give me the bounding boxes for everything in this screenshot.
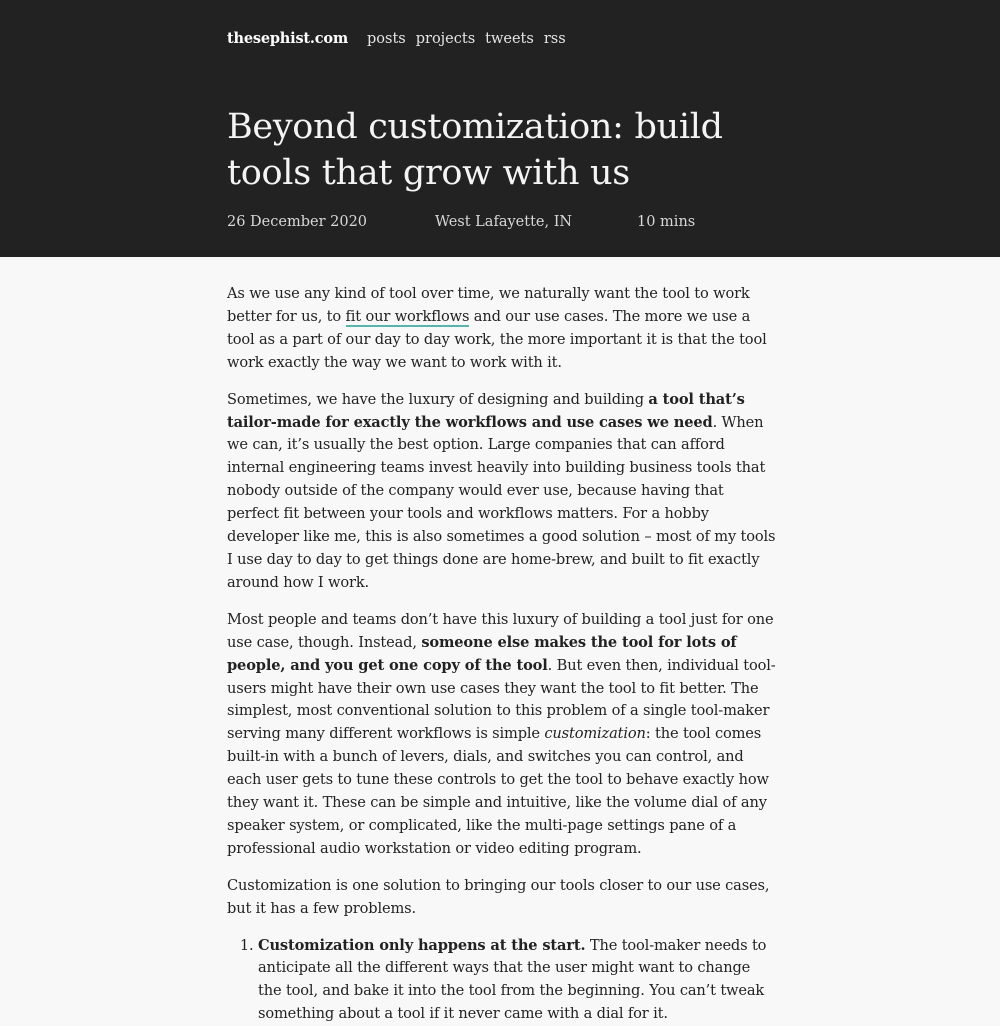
fit-our-workflows-link[interactable]: fit our workflows [345,307,470,325]
page-header [0,0,1000,257]
list-item-bold: Customization only happens at the start. [258,936,586,954]
paragraph-3-text-b: . But even then, individual tool-users might have their own use cases they want the tool to fit better. The simplest, most conventional solution to this problem of a single tool-maker serving many different workflows is simple [227,656,776,743]
list-item [258,935,777,1026]
paragraph-3 [227,609,777,861]
list-item-text: The tool-maker needs to anticipate all the different ways that the user might want to change the tool, and bake it into the tool from the beginning. You can’t tweak something about a tool if it never came with a dial for it. [258,936,767,1023]
paragraph-1-text-a: As we use any kind of tool over time, we naturally want the tool to work better for us, to [227,285,750,325]
nav-link-rss[interactable]: rss [543,31,566,47]
paragraph-1-text-b: and our use cases. The more we use a tool as a part of our day to day work, the more important it is that the tool work exactly the way we want to work with it. [227,307,767,371]
paragraph-3-text-a: Most people and teams don’t have this luxury of building a tool just for one use case, though. Instead, [227,610,774,651]
nav-link-posts[interactable]: posts [367,31,406,47]
paragraph-2-text-b: . When we can, it’s usually the best option. Large companies that can afford internal engineering teams invest heavily into building business tools that nobody outside of the company would ever use, because having that perfect fit between your tools and workflows matters. For a hobby developer like me, this is also sometimes a good solution – most of my tools I use day to day to get things done are home-brew, and built to fit exactly around how I work. [227,413,776,591]
paragraph-1 [227,283,777,375]
top-nav [227,30,576,47]
problems-list [227,935,777,1026]
paragraph-3-text-c: : the tool comes built-in with a bunch of levers, dials, and switches you can control, and each user gets to tune these controls to get the tool to behave exactly how they want it. These can be simple and intuitive, like the volume dial of any speaker system, or complicated, like the multi-page settings pane of a professional audio workstation or video editing program. [227,725,769,857]
site-home-link[interactable]: thesephist.com [227,30,348,47]
paragraph-3-emphasis: customization [544,725,646,743]
nav-link-projects[interactable]: projects [415,31,476,47]
paragraph-2-bold: a tool that’s tailor-made for exactly the workflows and use cases we need [227,390,745,431]
post-read-time: 10 mins [637,214,696,230]
paragraph-3-bold: someone else makes the tool for lots of people, and you get one copy of the tool [227,633,737,674]
post-location: West Lafayette, IN [435,214,573,230]
post-date: 26 December 2020 [227,214,368,230]
post-title: Beyond customization: build tools that grow with us [227,107,723,193]
paragraph-2-text-a: Sometimes, we have the luxury of designing and building [227,390,649,408]
nav-link-tweets[interactable]: tweets [485,31,534,47]
article-body [227,283,777,1026]
paragraph-2 [227,389,777,595]
paragraph-4: Customization is one solution to bringing our tools closer to our use cases, but it has a few problems. [227,876,770,917]
